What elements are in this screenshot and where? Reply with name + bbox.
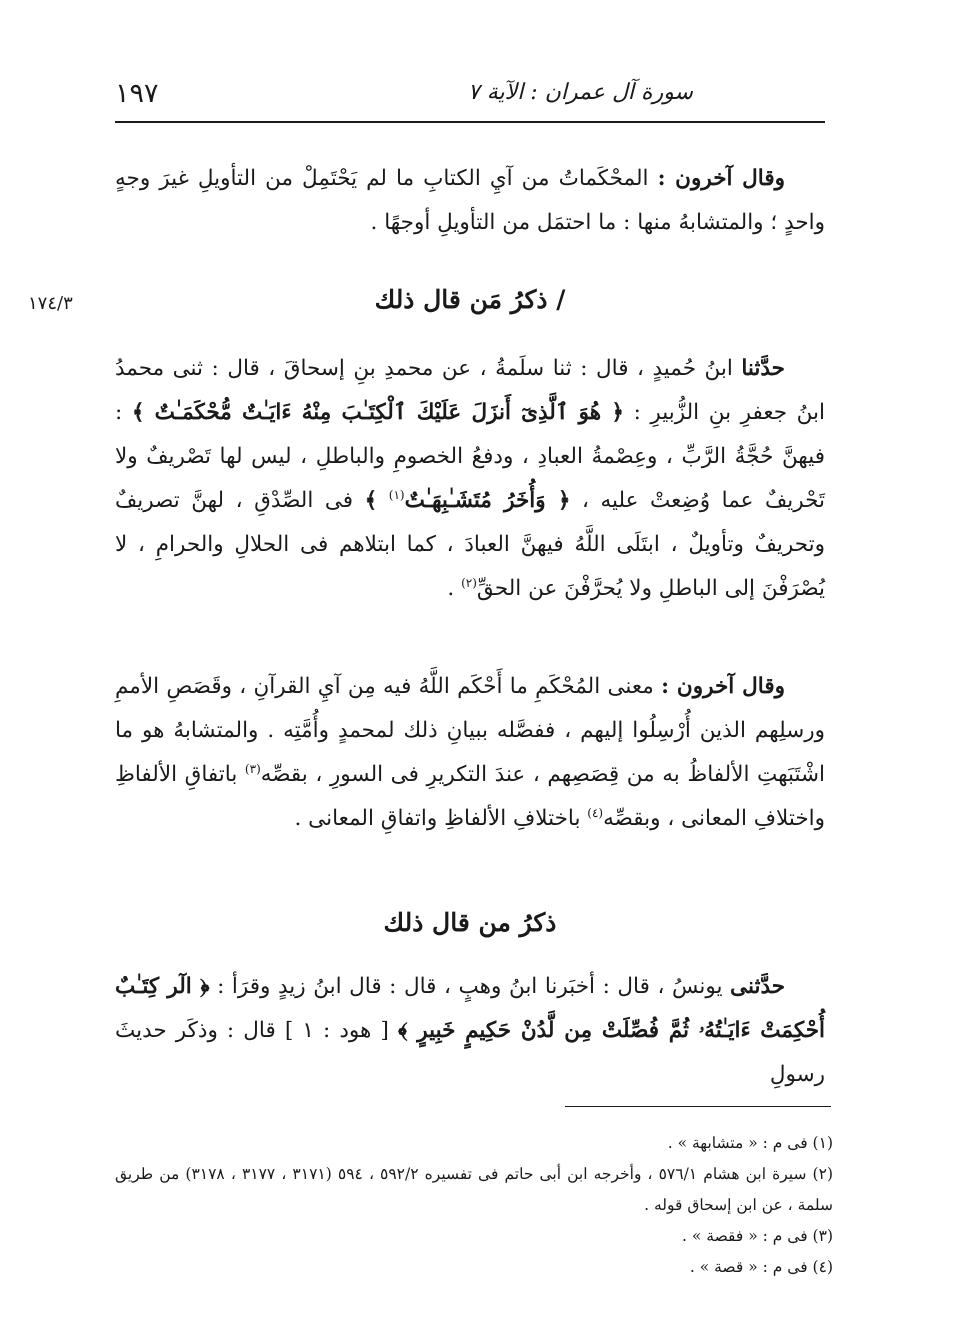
page-number: ١٩٧ [115,78,159,109]
para4-text-1: يونسُ ، قال : أخبَرنا ابنُ وهبٍ ، قال : قال ابنُ زيدٍ وقرَأ : [217,974,723,999]
footnote-ref-4: (٤) [587,805,604,820]
paragraph-2 [115,347,825,611]
footnote-ref-1: (١) [388,487,405,502]
para3-speaker: وقال آخرون : [661,674,785,699]
footnote-ref-3: (٣) [244,761,261,776]
para2-text-1: ابنُ حُميدٍ ، قال : ثنا سلَمةُ ، عن محمدِ بنِ إسحاقَ ، قال : ثنى محمدُ ابنُ جعفرِ بنِ الزُّبيرِ : [115,356,825,425]
footnote-3: (٣) فى م : « فقصة » . [682,1227,833,1245]
footnotes [115,1128,833,1283]
running-header-title: سورة آل عمران : الآية ٧ [467,80,693,105]
section-heading-2: ذكرُ من قال ذلك [383,908,557,937]
para2-speaker: حدَّثنا [741,356,785,381]
surah-reference: [ هود : ١ ] [284,1018,389,1043]
para2-text-2: : فيهنَّ حُجَّةُ الرَّبِّ ، وعِصْمةُ العبادِ ، ودفعُ الخصومِ والباطلِ ، ليس لها تَصْريفٌ ولا تَحْريفٌ عما وُضِعتْ عليه ، [115,400,825,513]
para3-text-1: معنى المُحْكَمِ ما أَحْكَم اللَّهُ فيه مِن آيِ القرآنِ ، وقَصَصِ الأممِ ورسلِهم الذين أُرْسِلُوا إليهم ، ففصَّله ببيانِ ذلك لمحمدٍ وأُمَّتِه . والمتشابهُ هو ما اشْتَبَهتِ الألفاظُ به من قِصَصِهم ، عندَ التكريرِ فى السورِ ، بقصِّه [115,674,826,787]
para4-text-2: قال : وذكَر حديثَ رسولِ [115,1018,825,1087]
para2-text-3: فى الصِّدْقِ ، لهنَّ تصريفٌ وتحريفٌ وتأويلٌ ، ابتَلَى اللَّهُ فيهنَّ العبادَ ، كما ابتلاهم فى الحلالِ والحرامِ ، لا يُصْرَفْنَ إلى الباطلِ ولا يُحرَّفْنَ عن الحقِّ [115,488,825,601]
paragraph-4 [115,965,825,1097]
paragraph-3 [115,665,825,841]
para4-speaker: حدَّثنى [730,974,786,999]
quran-quote-2: ﴿ وَأُخَرُ مُتَشَـٰبِهَـٰتٌ [404,488,571,513]
paragraph-1 [115,157,825,245]
para2-end: . [447,576,462,601]
footnote-4: (٤) فى م : « قصة » . [689,1258,833,1276]
quran-quote-3: ﴿ الٓر كِتَـٰبٌ أُحْكِمَتْ ءَايَـٰتُهُۥ ثُمَّ فُصِّلَتْ مِن لَّدُنْ حَكِيمٍ خَبِيرٍ ﴾ [115,974,825,1043]
para3-text-2: باتفاقِ الألفاظِ واختلافِ المعانى ، وبقصِّه [115,762,825,831]
footnote-1: (١) فى م : « متشابهة » . [667,1134,833,1152]
para1-text: المحْكَماتُ من آيِ الكتابِ ما لم يَحْتَمِلْ من التأويلِ غيرَ وجهٍ واحدٍ ؛ والمتشابهُ منها : ما احتمَل من التأويلِ أوجهًا . [115,166,825,235]
para1-speaker: وقال آخرون : [657,166,785,191]
margin-reference: ١٧٤/٣ [28,293,73,314]
footnote-rule [565,1106,831,1107]
quran-quote-2-end: ﴾ [364,488,378,513]
para3-text-3: باختلافِ الألفاظِ واتفاقِ المعانى . [294,806,581,831]
section-heading-1: / ذكرُ مَن قال ذلك [374,285,566,314]
quran-quote-1: ﴿ هُوَ ٱلَّذِىٓ أَنزَلَ عَلَيْكَ ٱلْكِتَـٰبَ مِنْهُ ءَايَـٰتٌ مُّحْكَمَـٰتٌ ﴾ [131,400,624,425]
footnote-ref-2: (٢) [461,575,477,590]
footnote-2: (٢) سيرة ابن هشام ٥٧٦/١ ، وأخرجه ابن أبى حاتم فى تفسيره ٥٩٢/٢ ، ٥٩٤ (٣١٧١ ، ٣١٧٧ ، ٣١٧٨) من طريق سلمة ، عن ابن إسحاق قوله . [115,1165,833,1214]
header-rule [115,121,825,123]
